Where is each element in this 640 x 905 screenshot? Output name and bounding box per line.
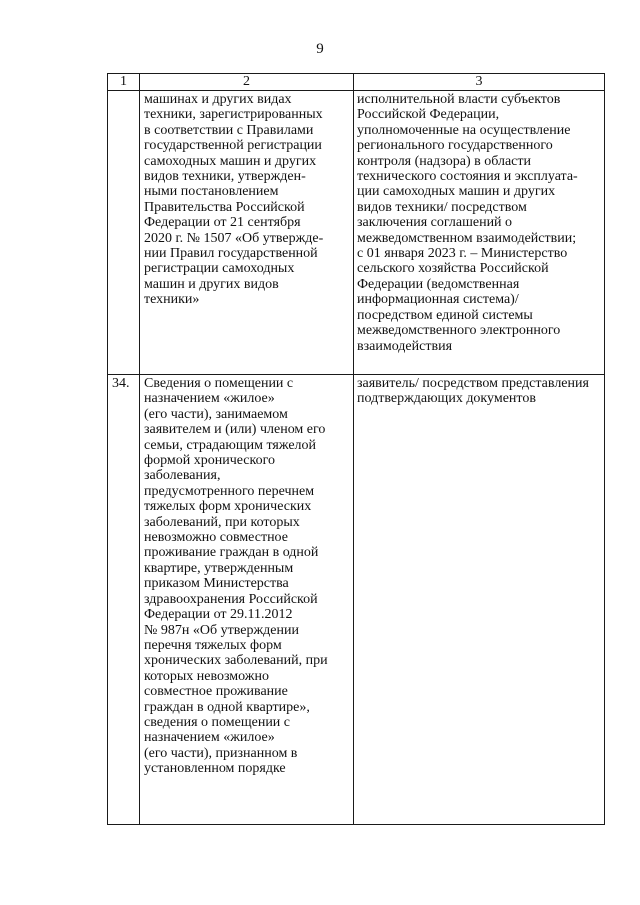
row-number [108, 91, 139, 92]
row-number-cell [108, 375, 140, 825]
source-cell [354, 91, 605, 375]
source-text: исполнительной власти субъектов Российской Федерации, уполномоченные на осуществление регионального государственного контроля (надзора) в области технического состояния и эксплуата- ции самоходных машин и других видов техники/ посредством заключения соглашений о межведомственном взаимодействии; с 01 января 2023 г. – Министерство сельского хозяйства Российской Федерации (ведомственная информационная система)/ посредством единой системы межведомственного электронного взаимодействия [357, 92, 578, 354]
information-text: машинах и других видах техники, зарегистрированных в соответствии с Правилами государственной регистрации самоходных машин и других видов техники, утвержден- ными постановлением Правительства Российской Федерации от 21 сентября 2020 г. № 1507 «Об утвержде- нии Правил государственной регистрации самоходных машин и других видов техники» [144, 92, 324, 308]
header-cell-3: 3 [354, 74, 605, 91]
row-number-cell [108, 91, 140, 375]
table-header-row [108, 74, 605, 91]
information-cell [140, 375, 354, 825]
header-cell-1: 1 [108, 74, 140, 91]
source-cell [354, 375, 605, 825]
information-cell [140, 91, 354, 375]
page-number: 9 [316, 41, 324, 57]
document-table [107, 73, 605, 825]
information-text: Сведения о помещении с назначением «жилое» (его части), занимаемом заявителем и (или) членом его семьи, страдающим тяжелой формой хронического заболевания, предусмотренного перечнем тяжелых форм хронических заболеваний, при которых невозможно совместное проживание граждан в одной квартире, утвержденным приказом Министерства здравоохранения Российской Федерации от 29.11.2012 № 987н «Об утверждении перечня тяжелых форм хронических заболеваний, при которых невозможно совместное проживание граждан в одной квартире», сведения о помещении с назначением «жилое» (его части), признанном в установленном порядке [144, 376, 328, 777]
header-cell-2: 2 [140, 74, 354, 91]
row-number: 34. [112, 376, 130, 391]
table-row [108, 91, 605, 375]
source-text: заявитель/ посредством представления подтверждающих документов [357, 376, 589, 407]
table-row [108, 375, 605, 825]
